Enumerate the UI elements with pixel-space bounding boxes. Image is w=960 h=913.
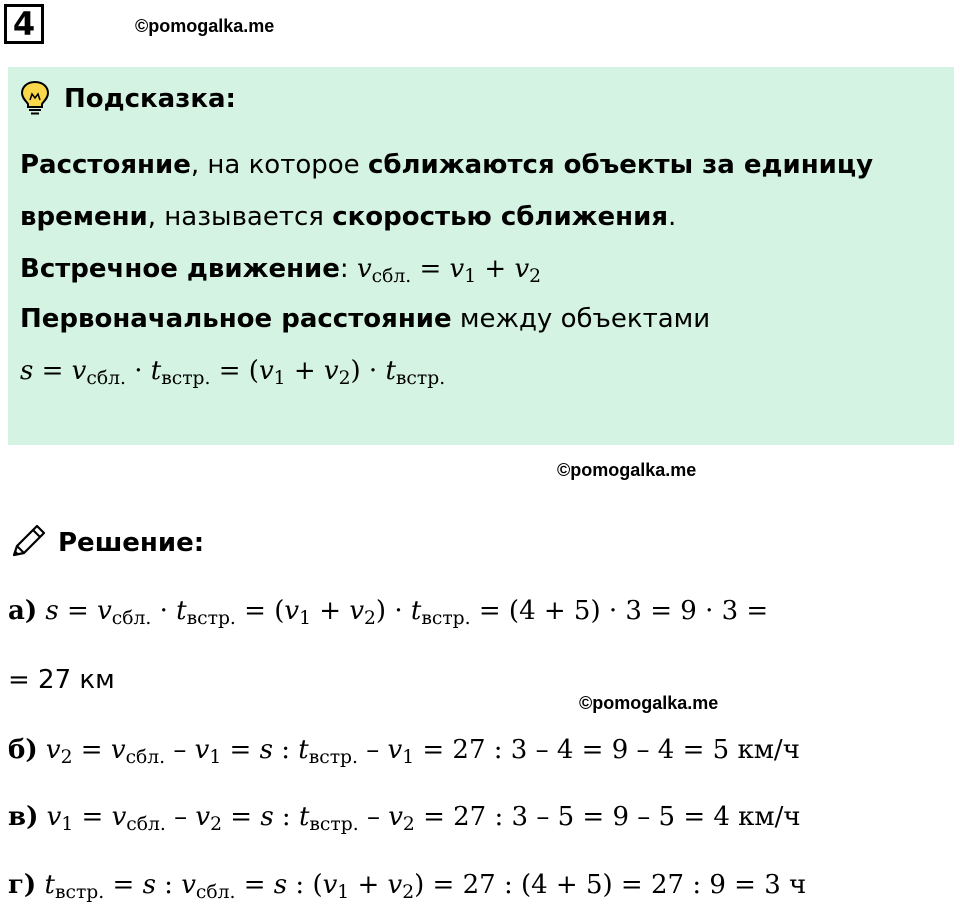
solution-title: Решение: — [58, 528, 205, 558]
watermark-bottom: ©pomogalka.me — [579, 693, 719, 713]
pencil-icon — [10, 522, 48, 558]
hint-term-approach: сближаются объекты за единицу — [367, 150, 874, 180]
lightbulb-icon — [18, 80, 52, 116]
formula: $v_{сбл.} = v_1 + v_2$ — [356, 254, 542, 288]
hint-title: Подсказка: — [64, 84, 236, 114]
solution-b: б) $v_2 = v_{сбл.} - v_1 = s$ : $t_{встр.} - v_1 = 27$ : 3 – 4 = 9 – 4 = 5 км/ч — [8, 735, 800, 769]
task-number: 4 — [4, 4, 44, 44]
hint-text: между объектами — [451, 304, 711, 334]
hint-line-3 — [20, 254, 542, 288]
hint-text: , на которое — [190, 150, 368, 180]
hint-term-distance: Расстояние — [20, 150, 191, 180]
hint-text: : — [339, 254, 349, 284]
hint-text: . — [668, 202, 677, 232]
watermark-top: ©pomogalka.me — [135, 16, 275, 36]
solution-a-continued: = 27 км — [8, 665, 115, 695]
hint-line-4 — [20, 306, 710, 332]
hint-term-oncoming: Встречное движение — [20, 254, 340, 284]
hint-term-time: времени — [20, 202, 148, 232]
hint-formula: $s = v_{сбл.} \cdot t_{встр.} = (v_1 + v_2) \cdot t_{встр.}$ — [20, 356, 446, 390]
hint-term-initial: Первоначальное расстояние — [20, 304, 452, 334]
hint-line-1 — [20, 152, 873, 178]
hint-line-2 — [20, 204, 676, 230]
hint-term-speed: скоростью сближения — [332, 202, 669, 232]
hint-text: , называется — [147, 202, 333, 232]
watermark-middle: ©pomogalka.me — [557, 460, 697, 480]
solution-a: а) $s = v_{сбл.} \cdot t_{встр.} = (v_1 + v_2) \cdot t_{встр.} = (4 + 5) \cdot 3 = 9 \cdot 3$ = — [8, 596, 769, 630]
solution-v: в) $v_1 = v_{сбл.} - v_2 = s$ : $t_{встр.} - v_2 = 27$ : 3 – 5 = 9 – 5 = 4 км/ч — [8, 802, 801, 836]
solution-g: г) $t_{встр.} = s$ : $v_{сбл.} = s$ : $(v_1 + v_2) = 27$ : (4 + 5) = 27 : 9 = 3 ч — [8, 870, 807, 904]
